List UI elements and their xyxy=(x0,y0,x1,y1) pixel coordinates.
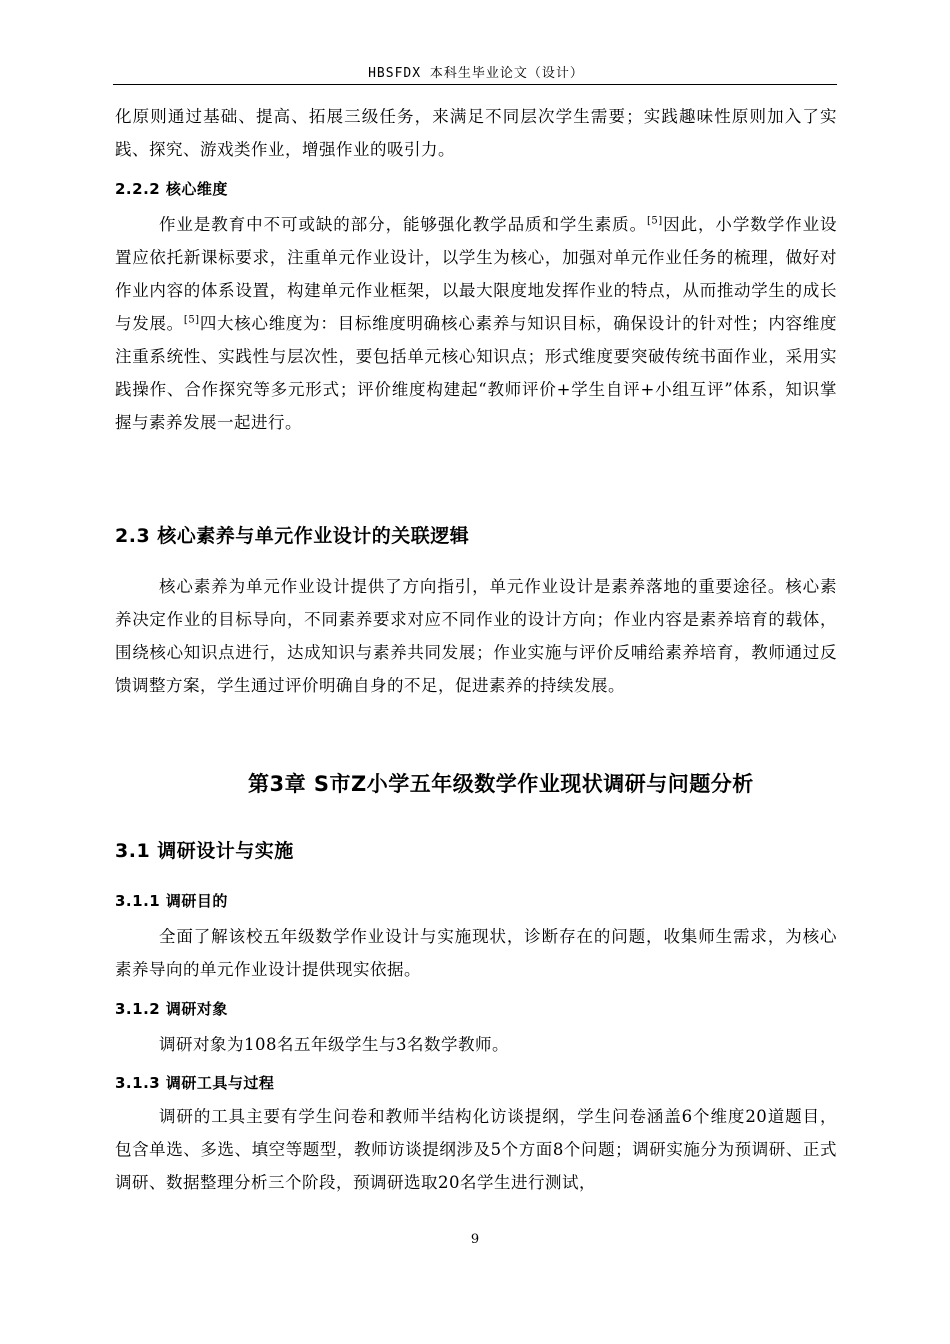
section-heading-3-1-1: 3.1.1 调研目的 xyxy=(115,892,228,910)
paragraph-core-dimensions-part2: 因此，小学数学作业设置应依托新课标要求，注重单元作业设计，以学生为核心，加强对单元作业任务的梳理，做好对作业内容的体系设置，构建单元作业框架，以最大限度地发挥作业的特点，从而推动学生的成长与发展。 xyxy=(115,215,837,333)
paragraph-core-dimensions xyxy=(115,208,837,439)
header-rule xyxy=(113,84,837,85)
section-heading-3-1-2: 3.1.2 调研对象 xyxy=(115,1000,228,1018)
section-heading-2-2-2: 2.2.2 核心维度 xyxy=(115,180,228,198)
paragraph-purpose: 全面了解该校五年级数学作业设计与实施现状，诊断存在的问题，收集师生需求，为核心素养导向的单元作业设计提供现实依据。 xyxy=(115,927,837,979)
paragraph-core-dimensions-part1: 作业是教育中不可或缺的部分，能够强化教学品质和学生素质。 xyxy=(159,215,648,234)
paragraph-principles-continued: 化原则通过基础、提高、拓展三级任务，来满足不同层次学生需要；实践趣味性原则加入了实践、探究、游戏类作业，增强作业的吸引力。 xyxy=(115,107,837,159)
section-heading-3-1: 3.1 调研设计与实施 xyxy=(115,840,294,862)
paragraph-logic: 核心素养为单元作业设计提供了方向指引，单元作业设计是素养落地的重要途径。核心素养决定作业的目标导向，不同素养要求对应不同作业的设计方向；作业内容是素养培育的载体，围绕核心知识点进行，达成知识与素养共同发展；作业实施与评价反哺给素养培育，教师通过反馈调整方案，学生通过评价明确自身的不足，促进素养的持续发展。 xyxy=(115,577,837,695)
paragraph-subjects: 调研对象为108名五年级学生与3名数学教师。 xyxy=(159,1035,509,1054)
citation-ref-5-second: [5] xyxy=(183,314,200,326)
running-header: HBSFDX 本科生毕业论文（设计） xyxy=(368,66,584,81)
paragraph-core-dimensions-part3: 四大核心维度为：目标维度明确核心素养与知识目标，确保设计的针对性；内容维度注重系统性、实践性与层次性，要包括单元核心知识点；形式维度要突破传统书面作业，采用实践操作、合作探究等多元形式；评价维度构建起“教师评价+学生自评+小组互评”体系，知识掌握与素养发展一起进行。 xyxy=(115,314,838,432)
page-number: 9 xyxy=(470,1232,480,1247)
chapter-heading-3: 第3章 S市Z小学五年级数学作业现状调研与问题分析 xyxy=(248,772,754,796)
section-heading-3-1-3: 3.1.3 调研工具与过程 xyxy=(115,1074,275,1092)
paragraph-tools-process: 调研的工具主要有学生问卷和教师半结构化访谈提纲，学生问卷涵盖6个维度20道题目，包含单选、多选、填空等题型，教师访谈提纲涉及5个方面8个问题；调研实施分为预调研、正式调研、数据整理分析三个阶段，预调研选取20名学生进行测试， xyxy=(115,1107,837,1192)
section-heading-2-3: 2.3 核心素养与单元作业设计的关联逻辑 xyxy=(115,525,470,547)
citation-ref-5: [5] xyxy=(647,215,663,227)
